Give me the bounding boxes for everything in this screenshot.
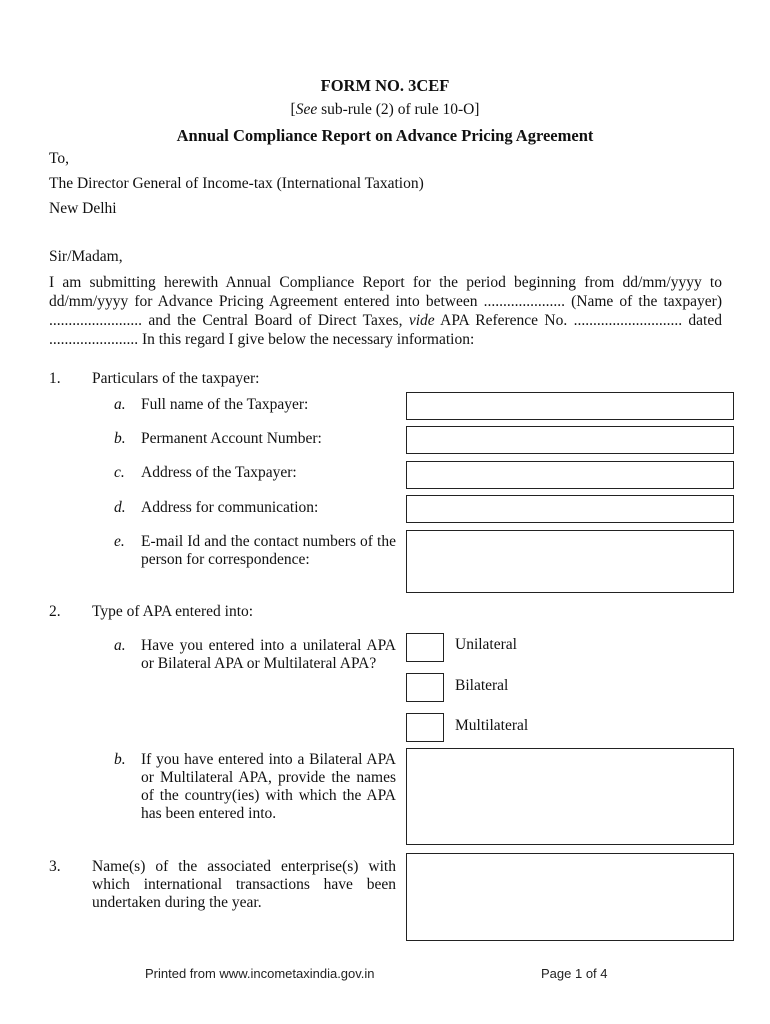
full-name-field[interactable] (406, 392, 734, 420)
rule-rest: sub-rule (2) of rule 10-O] (317, 101, 480, 118)
item-1d-label: Address for communication: (141, 499, 319, 516)
rule-open-bracket: [ (290, 101, 296, 118)
multilateral-checkbox[interactable] (406, 713, 444, 742)
item-1d-letter: d. (114, 499, 126, 516)
intro-part1: I am submitting herewith Annual Compliance Report for the period beginning from dd/mm/yyyy to dd/mm/yyyy for Advance Pricing Agreement entered into between ..................... (Name of the taxpayer) ........................ and the Central Board of Direct Taxes, (49, 274, 722, 329)
pan-field[interactable] (406, 426, 734, 454)
item-1c-label: Address of the Taxpayer: (141, 464, 297, 481)
rule-see: See (295, 101, 318, 118)
footer-source: Printed from www.incometaxindia.gov.in (145, 966, 375, 981)
item-2b-label: If you have entered into a Bilateral APA or Multilateral APA, provide the names of the country(ies) with which the APA has been entered into. (141, 751, 396, 822)
item-1e-label: E-mail Id and the contact numbers of the person for correspondence: (141, 533, 396, 568)
item-2a-label: Have you entered into a unilateral APA or Bilateral APA or Multilateral APA? (141, 637, 396, 672)
item-1a-label: Full name of the Taxpayer: (141, 396, 309, 413)
salutation: Sir/Madam, (49, 248, 123, 265)
page-number: Page 1 of 4 (541, 966, 608, 981)
address-to: To, (49, 150, 70, 167)
item-1c-letter: c. (114, 464, 125, 481)
section2-title: Type of APA entered into: (92, 603, 254, 620)
apa-countries-field[interactable] (406, 748, 734, 845)
intro-part2: APA Reference No. ............................ dated ....................... In this regard I give below the necessary information: (49, 312, 722, 348)
bilateral-label: Bilateral (455, 677, 509, 694)
item-1b-label: Permanent Account Number: (141, 430, 322, 447)
section1-number: 1. (49, 370, 61, 387)
item-1e-letter: e. (114, 533, 125, 550)
item-1b-letter: b. (114, 430, 126, 447)
rule-reference (0, 101, 770, 119)
communication-address-field[interactable] (406, 495, 734, 523)
section1-title: Particulars of the taxpayer: (92, 370, 260, 387)
item-2b-letter: b. (114, 751, 126, 768)
section3-label: Name(s) of the associated enterprise(s) with which international transactions have been undertaken during the year. (92, 858, 396, 911)
form-number: FORM NO. 3CEF (320, 76, 450, 95)
item-1a-letter: a. (114, 396, 126, 413)
taxpayer-address-field[interactable] (406, 461, 734, 489)
report-title: Annual Compliance Report on Advance Pricing Agreement (176, 126, 594, 145)
section3-number: 3. (49, 858, 61, 875)
unilateral-label: Unilateral (455, 636, 517, 653)
bilateral-checkbox[interactable] (406, 673, 444, 702)
section2-number: 2. (49, 603, 61, 620)
email-contact-field[interactable] (406, 530, 734, 593)
unilateral-checkbox[interactable] (406, 633, 444, 662)
address-city: New Delhi (49, 200, 117, 217)
intro-paragraph (49, 273, 722, 349)
multilateral-label: Multilateral (455, 717, 529, 734)
intro-vide: vide (408, 312, 435, 329)
item-2a-letter: a. (114, 637, 126, 654)
associated-enterprises-field[interactable] (406, 853, 734, 941)
address-recipient: The Director General of Income-tax (International Taxation) (49, 175, 424, 192)
